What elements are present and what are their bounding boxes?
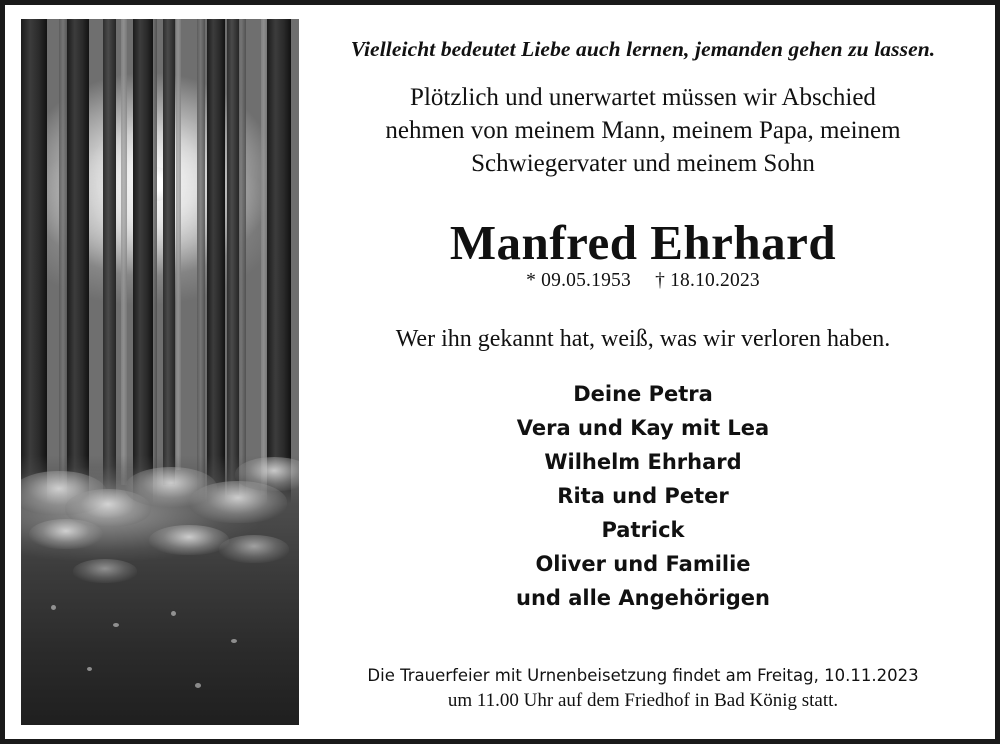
- tree-trunk: [163, 19, 175, 485]
- funeral-details: [323, 664, 963, 715]
- intro-line-3: Schwiegervater und meinem Sohn: [471, 150, 815, 178]
- leaf-litter: [87, 667, 92, 671]
- deceased-name: Manfred Ehrhard: [449, 214, 837, 270]
- list-item: Rita und Peter: [557, 484, 729, 509]
- tree-trunk: [67, 19, 89, 527]
- tree-trunk: [267, 19, 291, 525]
- mourners-list: [323, 377, 963, 615]
- tree-trunk: [207, 19, 225, 513]
- death-date: † 18.10.2023: [655, 269, 760, 291]
- layout-spacer: [323, 625, 963, 663]
- tree-trunk: [197, 19, 205, 500]
- list-item: Patrick: [601, 518, 685, 543]
- leaf-litter: [113, 623, 119, 627]
- tree-trunk: [227, 19, 239, 495]
- tree-trunk: [121, 19, 127, 485]
- text-column: [299, 19, 979, 729]
- list-item: Wilhelm Ehrhard: [544, 450, 742, 475]
- leaf-litter: [171, 611, 176, 616]
- intro-line-1: Plötzlich und unerwartet müssen wir Abschied: [410, 83, 876, 111]
- list-item: Deine Petra: [573, 382, 713, 407]
- tree-trunk: [133, 19, 153, 515]
- fern-leaf: [149, 525, 229, 555]
- intro-line-2: nehmen von meinem Mann, meinem Papa, meinem: [385, 117, 901, 145]
- motto-text: Vielleicht bedeutet Liebe auch lernen, jemanden gehen zu lassen.: [350, 37, 936, 61]
- list-item: Oliver und Familie: [535, 552, 751, 577]
- notice-inner: [5, 5, 995, 739]
- forest-photo: [21, 19, 299, 725]
- photo-column: [21, 19, 299, 725]
- intro-text: [333, 81, 953, 181]
- funeral-line-2: um 11.00 Uhr auf dem Friedhof in Bad König statt.: [447, 690, 839, 712]
- leaf-litter: [51, 605, 56, 610]
- birth-date: * 09.05.1953: [526, 269, 631, 291]
- list-item: und alle Angehörigen: [516, 586, 770, 611]
- fern-leaf: [219, 535, 289, 563]
- fern-leaf: [73, 559, 137, 583]
- list-item: Vera und Kay mit Lea: [516, 416, 770, 441]
- leaf-litter: [231, 639, 237, 643]
- leaf-litter: [195, 683, 201, 688]
- funeral-line-1: Die Trauerfeier mit Urnenbeisetzung findet am Freitag, 10.11.2023: [367, 665, 919, 685]
- fern-leaf: [235, 457, 299, 491]
- remembrance-text: Wer ihn gekannt hat, weiß, was wir verloren haben.: [395, 325, 891, 352]
- life-dates: [323, 270, 963, 292]
- tree-trunk: [176, 19, 181, 470]
- tree-trunk: [103, 19, 116, 510]
- fern-leaf: [29, 519, 103, 549]
